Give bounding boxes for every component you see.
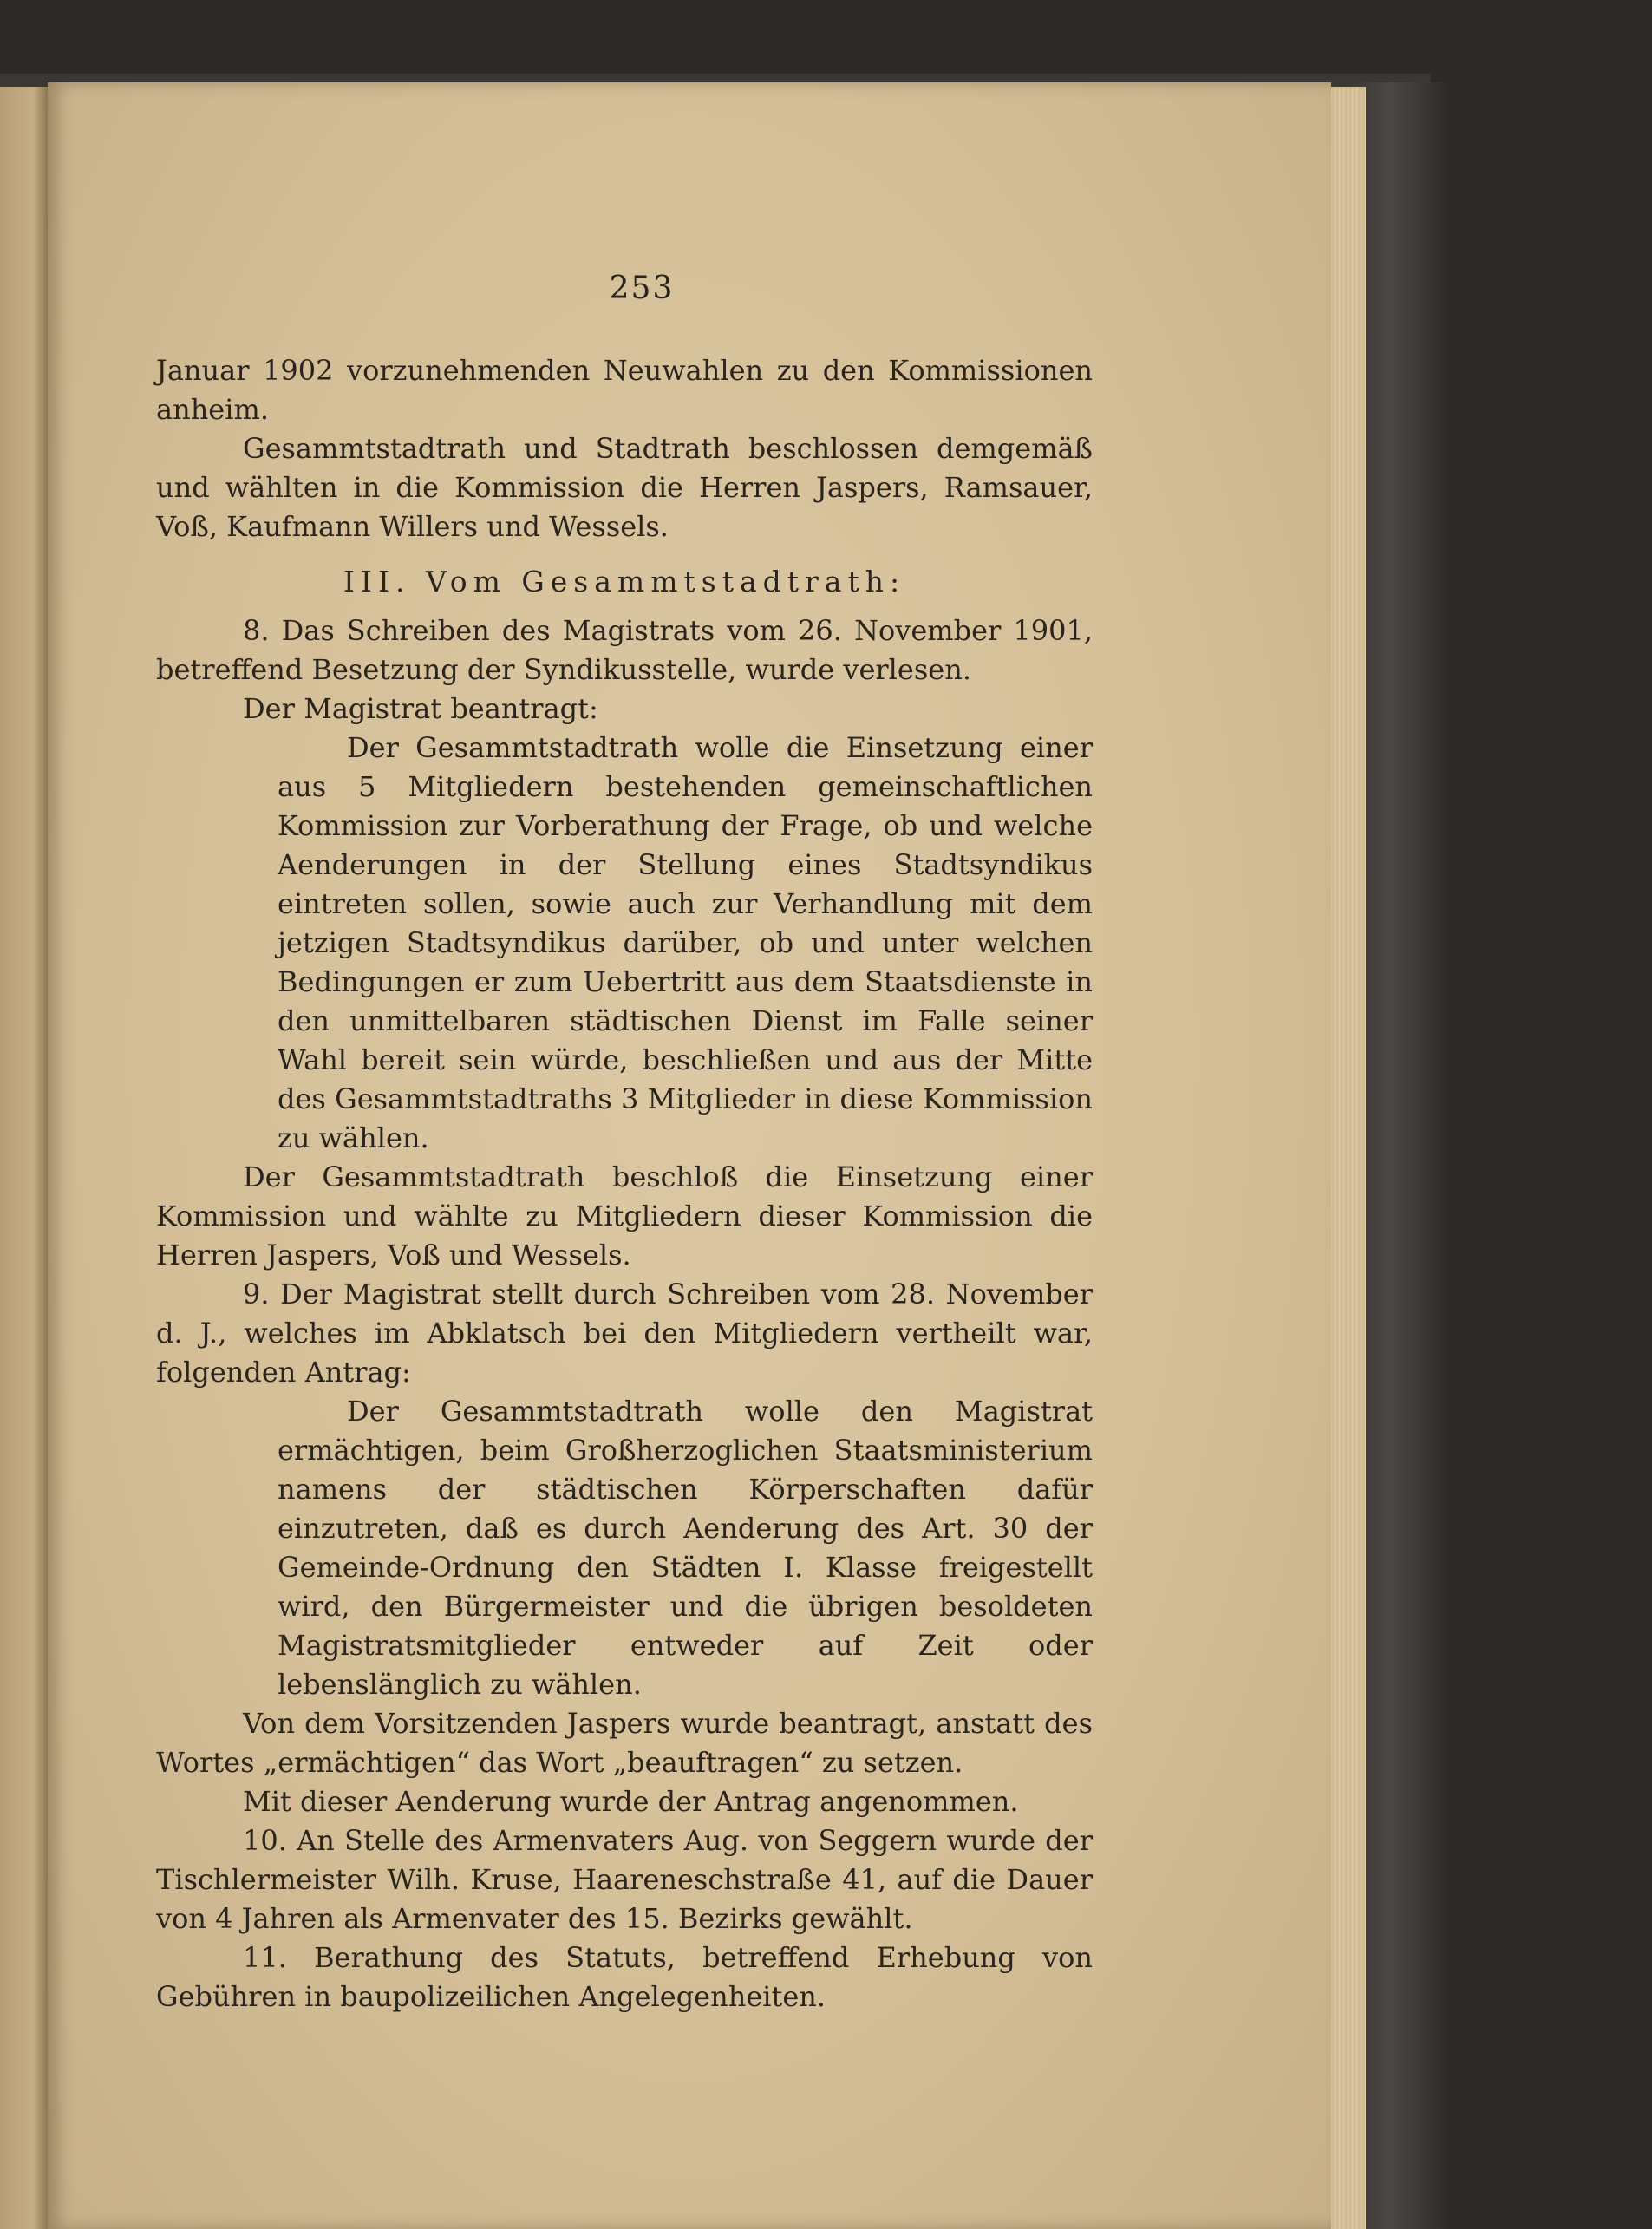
paragraph-1: Januar 1902 vorzunehmenden Neuwahlen zu den Kommissionen anheim. <box>156 354 1093 426</box>
page-text <box>156 269 1093 2017</box>
page-edges <box>1331 87 1366 2229</box>
paragraph-2: Gesammtstadtrath und Stadtrath beschlossen demgemäß und wählten in die Kommission die Herren Jaspers, Ramsauer, Voß, Kaufmann Willers und Wessels. <box>156 432 1093 543</box>
paragraph-item-10: 10. An Stelle des Armenvaters Aug. von Seggern wurde der Tischlermeister Wilh. Kruse, Haareneschstraße 41, auf die Dauer von 4 Jahren als Armenvater des 15. Bezirks gewählt. <box>156 1824 1093 1935</box>
paragraph-item-8: 8. Das Schreiben des Magistrats vom 26. November 1901, betreffend Besetzung der Syndikusstelle, wurde verlesen. <box>156 614 1093 686</box>
page-number: 253 <box>609 271 675 306</box>
quote-motion-1: Der Gesammtstadtrath wolle die Einsetzung einer aus 5 Mitgliedern bestehenden gemeinschaftlichen Kommission zur Vorberathung der Frage, ob und welche Aenderungen in der Stellung eines Stadtsyndikus eintreten sollen, sowie auch zur Verhandlung mit dem jetzigen Stadtsyndikus darüber, ob und unter welchen Bedingungen er zum Uebertritt aus dem Staatsdienste in den unmittelbaren städtischen Dienst im Falle seiner Wahl bereit sein würde, beschließen und aus der Mitte des Gesammtstadtraths 3 Mitglieder in diese Kommission zu wählen. <box>278 731 1093 1154</box>
paragraph-item-11: 11. Berathung des Statuts, betreffend Erhebung von Gebühren in baupolizeilichen Angelegenheiten. <box>156 1941 1093 2013</box>
left-page-edge <box>0 87 48 2229</box>
paragraph-magistrat-beantragt: Der Magistrat beantragt: <box>243 692 598 725</box>
paragraph-commission-elected: Der Gesammtstadtrath beschloß die Einsetzung einer Kommission und wählte zu Mitgliedern dieser Kommission die Herren Jaspers, Voß und Wessels. <box>156 1160 1093 1271</box>
quote-motion-2: Der Gesammtstadtrath wolle den Magistrat ermächtigen, beim Großherzoglichen Staatsministerium namens der städtischen Körperschaften dafür einzutreten, daß es durch Aenderung des Art. 30 der Gemeinde-Ordnung den Städten I. Klasse freigestellt wird, den Bürgermeister und die übrigen besoldeten Magistratsmitglieder entweder auf Zeit oder lebenslänglich zu wählen. <box>278 1395 1093 1701</box>
paragraph-adopted: Mit dieser Aenderung wurde der Antrag angenommen. <box>243 1785 1019 1818</box>
paragraph-item-9: 9. Der Magistrat stellt durch Schreiben vom 28. November d. J., welches im Abklatsch bei den Mitgliedern vertheilt war, folgenden Antrag: <box>156 1278 1093 1389</box>
section-heading: III. Vom Gesammtstadtrath: <box>343 565 906 598</box>
book-binding <box>1353 82 1448 2229</box>
paragraph-amendment: Von dem Vorsitzenden Jaspers wurde beantragt, anstatt des Wortes „ermächtigen“ das Wort „beauftragen“ zu setzen. <box>156 1707 1093 1779</box>
